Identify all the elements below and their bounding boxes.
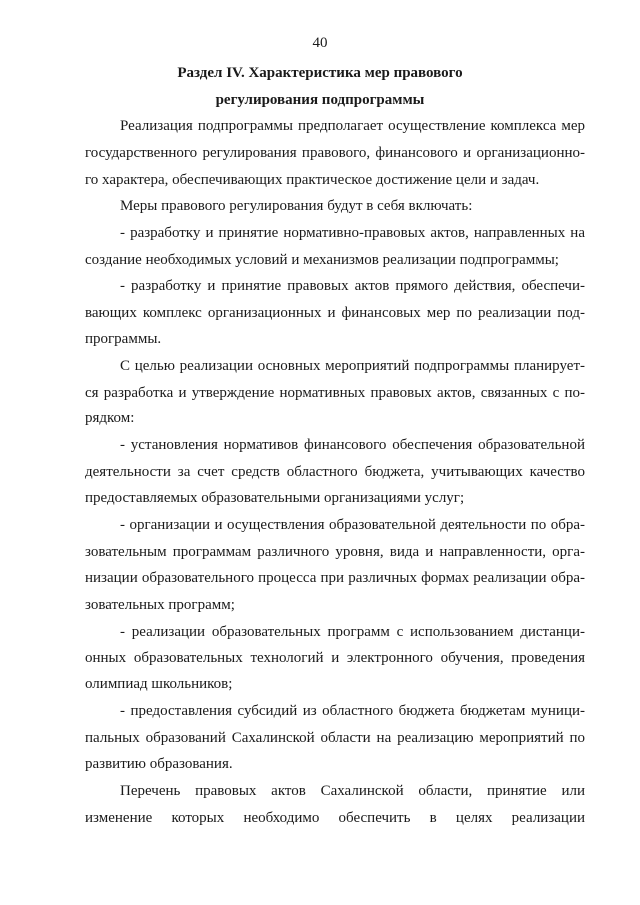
text-line: го характера, обеспечивающих практическое достижение цели и задач. [85,172,540,188]
text-line: - реализации образовательных программ с использованием дистанци- [120,624,585,640]
text-line: Перечень правовых актов Сахалинской области, принятие или [120,783,585,799]
text-line: низации образовательного процесса при различных формах реализации обра- [85,570,585,586]
text-line: зовательных программ; [85,597,235,613]
text-line: Реализация подпрограммы предполагает осуществление комплекса мер [120,118,585,134]
text-line: создание необходимых условий и механизмов реализации подпрограммы; [85,252,559,268]
text-line: государственного регулирования правового, финансового и организационно- [85,145,585,161]
text-line: изменение которых необходимо обеспечить в целях реализации [85,810,585,826]
page-number: 40 [312,35,328,51]
text-line: - организации и осуществления образовательной деятельности по обра- [120,517,585,533]
text-line: онных образовательных технологий и электронного обучения, проведения [85,650,585,666]
text-line: пальных образований Сахалинской области на реализацию мероприятий по [85,730,585,746]
text-line: предоставляемых образовательными организациями услуг; [85,490,465,506]
text-line: развитию образования. [85,756,233,772]
text-line: рядком: [85,410,135,426]
section-title-line-1: Раздел IV. Характеристика мер правового [177,65,463,81]
text-line: вающих комплекс организационных и финансовых мер по реализации под- [85,305,585,321]
text-line: - предоставления субсидий из областного бюджета бюджетам муници- [120,703,585,719]
text-line: олимпиад школьников; [85,676,233,692]
text-line: Меры правового регулирования будут в себя включать: [120,198,473,214]
text-line: - установления нормативов финансового обеспечения образовательной [120,437,585,453]
text-line: зовательным программам различного уровня, вида и направленности, орга- [85,544,585,560]
section-title-line-2: регулирования подпрограммы [215,92,425,108]
text-line: - разработку и принятие правовых актов прямого действия, обеспечи- [120,278,585,294]
text-line: С целью реализации основных мероприятий подпрограммы планирует- [120,358,585,374]
text-line: - разработку и принятие нормативно-правовых актов, направленных на [120,225,585,241]
text-line: программы. [85,331,162,347]
text-line: ся разработка и утверждение нормативных правовых актов, связанных с по- [85,385,585,401]
text-line: деятельности за счет средств областного бюджета, учитывающих качество [85,464,585,480]
